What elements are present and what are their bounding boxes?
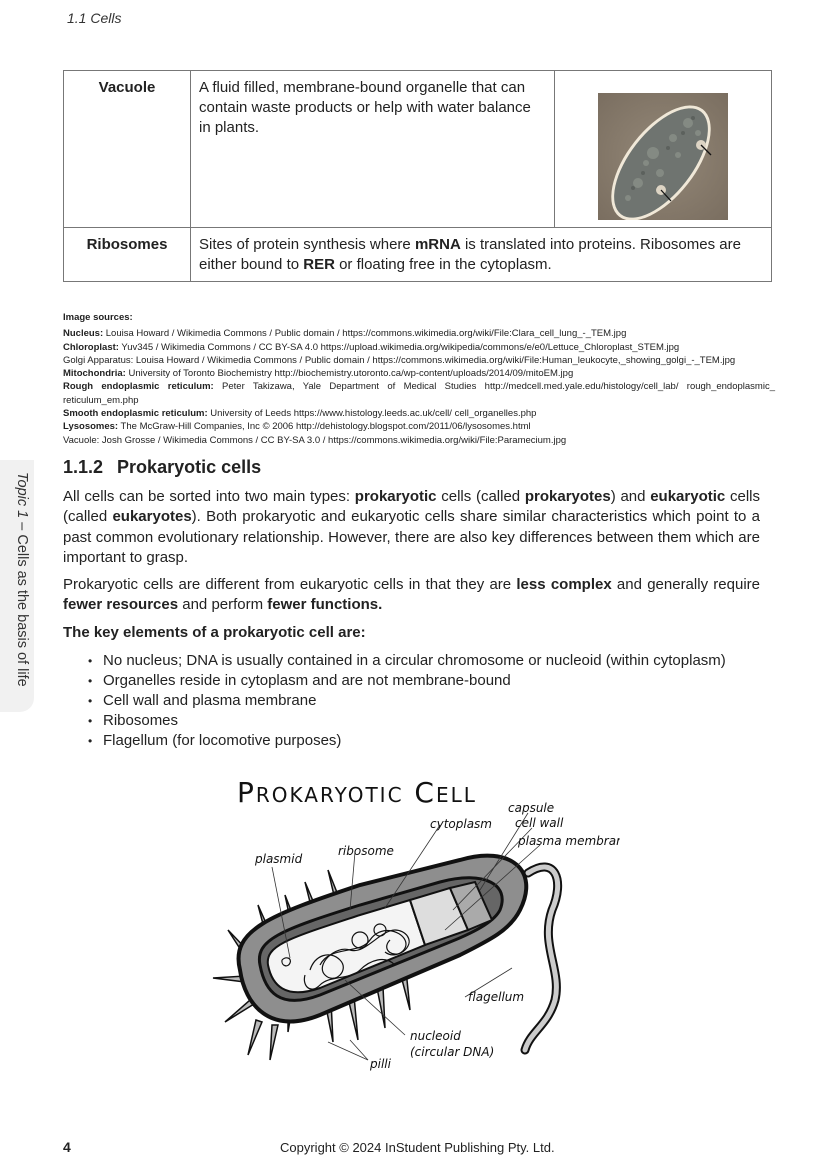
section-number: 1.1.2 xyxy=(63,457,104,477)
image-sources-heading: Image sources: xyxy=(63,312,133,323)
source-entry: Vacuole: Josh Grosse / Wikimedia Commons / CC BY-SA 3.0 / https://commons.wikimedia.org/wiki/File:Paramecium.jpg xyxy=(63,434,567,446)
source-entry: Rough endoplasmic reticulum: Peter Takizawa, Yale Department of Medical Studies http://medcell.med.yale.edu/histology/cell_lab/ rough_endoplasmic_ reticulum_em.php xyxy=(63,381,775,406)
label-capsule: capsule xyxy=(508,801,555,815)
source-entry: Chloroplast: Yuv345 / Wikimedia Commons / CC BY-SA 4.0 https://upload.wikimedia.org/wikipedia/commons/e/e0/Lettuce_Chloroplast_STEM.jpg xyxy=(63,341,680,353)
label-plasma-membrane: plasma membrane xyxy=(518,834,620,848)
source-entry: Mitochondria: University of Toronto Biochemistry http://biochemistry.utoronto.ca/wp-content/uploads/2014/09/mitoEM.jpg xyxy=(63,368,574,380)
label-pilli: pilli xyxy=(370,1057,391,1071)
label-cell-wall: cell wall xyxy=(515,816,564,830)
section-heading xyxy=(63,457,261,478)
paramecium-micrograph xyxy=(598,93,728,220)
table-row xyxy=(64,228,772,282)
description-cell: Sites of protein synthesis where mRNA is translated into proteins. Ribosomes are either bound to RER or floating free in the cytoplasm. xyxy=(191,228,772,282)
term-cell: Vacuole xyxy=(64,71,191,228)
image-sources xyxy=(63,311,775,447)
source-entry: Golgi Apparatus: Louisa Howard / Wikimedia Commons / Public domain / https://commons.wikimedia.org/wiki/File:Human_leukocyte,_showing_golgi_-_TEM.jpg xyxy=(63,354,736,366)
section-title: Prokaryotic cells xyxy=(117,457,262,477)
label-nucleoid: nucleoid xyxy=(410,1029,461,1043)
difference-paragraph: Prokaryotic cells are different from eukaryotic cells in that they are less complex and generally require fewer resources and perform fewer functions. xyxy=(63,576,761,614)
source-entry: Smooth endoplasmic reticulum: University of Leeds https://www.histology.leeds.ac.uk/cell/ cell_organelles.php xyxy=(63,408,537,420)
label-plasmid: plasmid xyxy=(255,852,303,866)
description-cell: A fluid filled, membrane-bound organelle that can contain waste products or help with water balance in plants. xyxy=(191,71,555,228)
list-item: • Cell wall and plasma membrane xyxy=(88,691,726,711)
key-elements-heading: The key elements of a prokaryotic cell are: xyxy=(63,624,366,641)
prokaryotic-cell-diagram xyxy=(210,770,620,1080)
list-item: • Ribosomes xyxy=(88,711,726,731)
source-entry: Nucleus: Louisa Howard / Wikimedia Commons / Public domain / https://commons.wikimedia.org/wiki/File:Clara_cell_lung_-_TEM.jpg xyxy=(63,328,627,340)
organelle-table xyxy=(63,70,772,282)
side-tab-label: Topic 1 – Cells as the basis of life xyxy=(14,472,30,687)
intro-paragraph: All cells can be sorted into two main types: prokaryotic cells (called prokaryotes) and eukaryotic cells (called eukaryotes). Both prokaryotic and eukaryotic cells share similar characteristics which point to a past common evolutionary relationship. However, there are also key differences between them which are important to grasp. xyxy=(63,488,760,566)
label-cytoplasm: cytoplasm xyxy=(430,817,492,831)
copyright-notice: Copyright © 2024 InStudent Publishing Pty. Ltd. xyxy=(280,1140,555,1155)
image-cell xyxy=(555,71,772,228)
diagram-title: Prokaryotic Cell xyxy=(237,776,477,809)
table-row xyxy=(64,71,772,228)
label-flagellum: flagellum xyxy=(468,990,525,1004)
list-item: • Flagellum (for locomotive purposes) xyxy=(88,731,726,751)
list-item: • No nucleus; DNA is usually contained in a circular chromosome or nucleoid (within cytoplasm) xyxy=(88,651,726,671)
label-nucleoid-sub: (circular DNA) xyxy=(410,1045,495,1059)
label-ribosome: ribosome xyxy=(338,844,394,858)
source-entry: Lysosomes: The McGraw-Hill Companies, Inc © 2006 http://dehistology.blogspot.com/2011/06/lysosomes.html xyxy=(63,421,531,433)
page-number: 4 xyxy=(63,1139,71,1155)
running-head: 1.1 Cells xyxy=(67,10,122,26)
list-item: • Organelles reside in cytoplasm and are not membrane-bound xyxy=(88,671,726,691)
key-elements-list xyxy=(88,651,726,751)
term-cell: Ribosomes xyxy=(64,228,191,282)
